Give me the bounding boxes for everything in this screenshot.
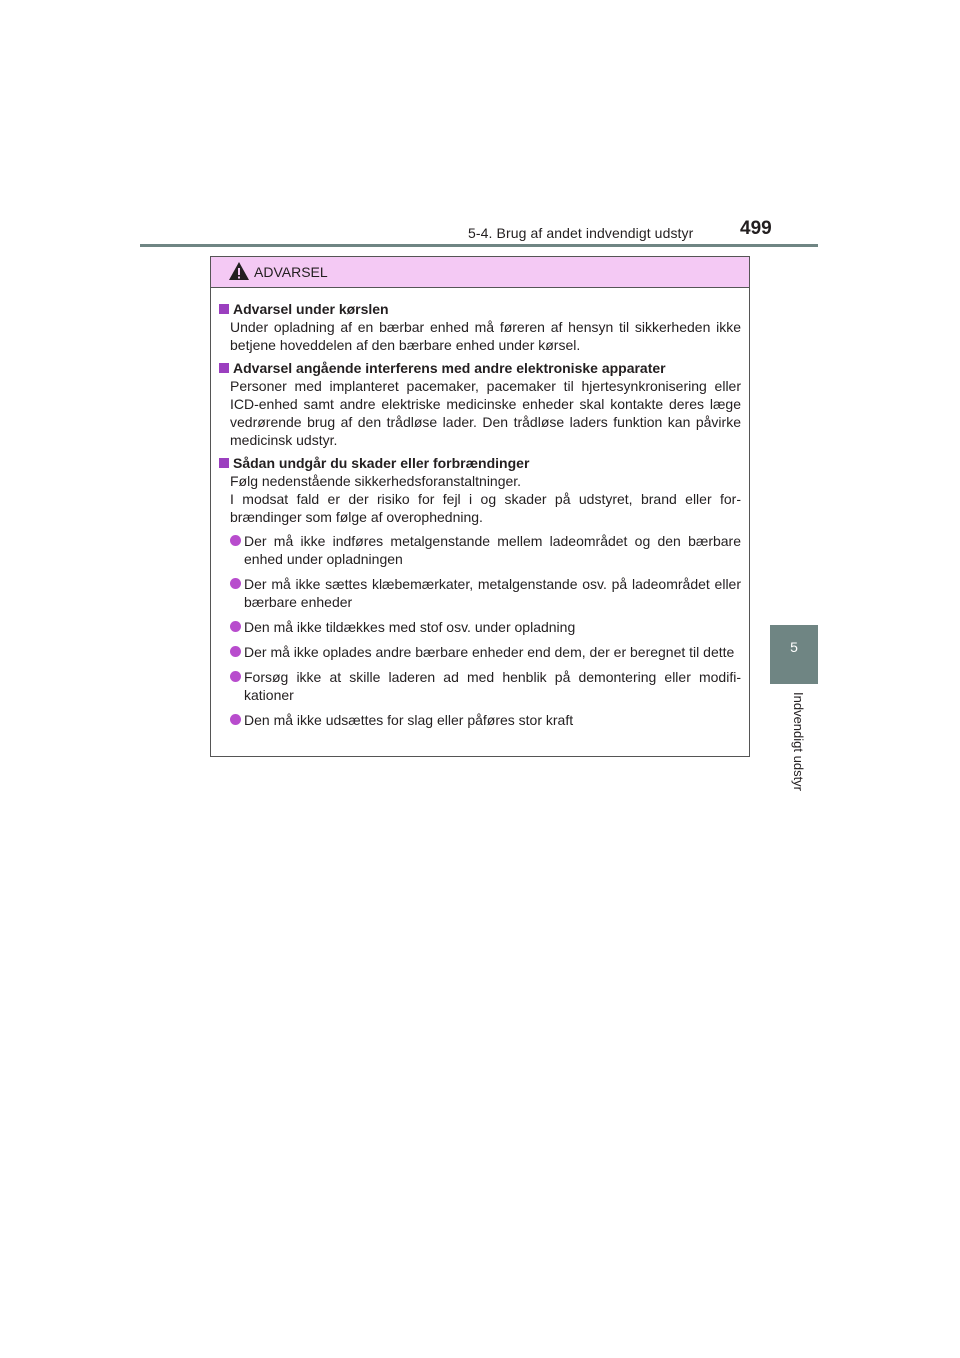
round-bullet-icon bbox=[230, 714, 241, 725]
warning-triangle-icon bbox=[228, 261, 250, 281]
warning-section bbox=[219, 359, 741, 449]
section-heading-text: Sådan undgår du skader eller forbrændinger bbox=[233, 455, 530, 471]
section-heading bbox=[219, 454, 741, 472]
list-item bbox=[230, 532, 741, 568]
warning-header bbox=[211, 257, 749, 288]
square-bullet-icon bbox=[219, 304, 229, 314]
list-item bbox=[230, 643, 741, 661]
list-item bbox=[230, 711, 741, 729]
list-item-text: Den må ikke tildækkes med stof osv. under opladning bbox=[244, 619, 576, 635]
section-heading bbox=[219, 359, 741, 377]
page-number: 499 bbox=[740, 218, 772, 239]
section-heading-text: Advarsel angående interferens med andre elektroniske apparater bbox=[233, 360, 666, 376]
warning-section bbox=[219, 300, 741, 354]
list-item-text: Der må ikke oplades andre bærbare enheder end dem, der er beregnet til dette bbox=[244, 644, 735, 660]
list-item bbox=[230, 668, 741, 704]
section-body bbox=[230, 472, 741, 526]
round-bullet-icon bbox=[230, 535, 241, 546]
section-title: 5-4. Brug af andet indvendigt udstyr bbox=[468, 225, 694, 241]
list-item bbox=[230, 618, 741, 636]
section-heading bbox=[219, 300, 741, 318]
warning-title: ADVARSEL bbox=[254, 264, 328, 280]
section-paragraph: Under opladning af en bærbar enhed må føreren af hensyn til sikkerheden ikke betjene hoveddelen af den bærbare enhed under kørsel. bbox=[230, 319, 741, 353]
round-bullet-icon bbox=[230, 646, 241, 657]
round-bullet-icon bbox=[230, 621, 241, 632]
warning-box bbox=[210, 256, 750, 757]
chapter-label: Indvendigt udstyr bbox=[791, 692, 806, 792]
section-body bbox=[230, 318, 741, 354]
warning-body bbox=[211, 288, 749, 729]
header-divider bbox=[140, 244, 818, 247]
list-item-text: Forsøg ikke at skille laderen ad med henblik på demontering eller modifi-kationer bbox=[244, 669, 741, 703]
list-item-text: Den må ikke udsættes for slag eller påføres stor kraft bbox=[244, 712, 574, 728]
list-item-text: Der må ikke sættes klæbemærkater, metalgenstande osv. på ladeområdet eller bærbare enheder bbox=[244, 576, 741, 610]
square-bullet-icon bbox=[219, 458, 229, 468]
chapter-number: 5 bbox=[790, 639, 798, 655]
bullet-list bbox=[230, 532, 741, 729]
round-bullet-icon bbox=[230, 671, 241, 682]
warning-section bbox=[219, 454, 741, 729]
list-item bbox=[230, 575, 741, 611]
section-paragraph: Personer med implanteret pacemaker, pacemaker til hjertesynkronisering eller ICD-enhed samt andre elektriske medicinske enheder skal kontakte deres læge vedrørende brug af den trådløse lader. Den trådløse laders funktion kan påvirke medicinsk udstyr. bbox=[230, 378, 741, 448]
section-paragraph: Følg nedenstående sikkerhedsforanstaltninger. bbox=[230, 473, 522, 489]
section-heading-text: Advarsel under kørslen bbox=[233, 301, 389, 317]
round-bullet-icon bbox=[230, 578, 241, 589]
chapter-tab bbox=[770, 625, 818, 684]
square-bullet-icon bbox=[219, 363, 229, 373]
list-item-text: Der må ikke indføres metalgenstande mellem ladeområdet og den bærbare enhed under opladningen bbox=[244, 533, 741, 567]
section-paragraph: I modsat fald er der risiko for fejl i og skader på udstyret, brand eller for-brændinger som følge af overophedning. bbox=[230, 491, 741, 525]
section-body bbox=[230, 377, 741, 449]
